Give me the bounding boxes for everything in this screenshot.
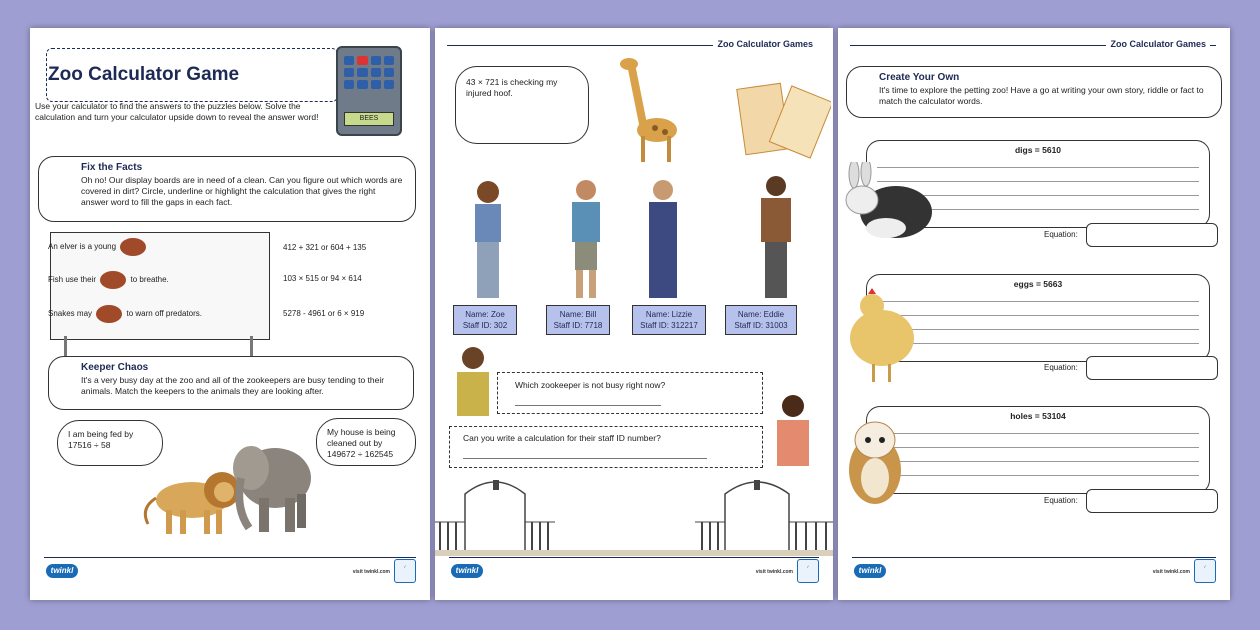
writing-box-holes[interactable]: [866, 406, 1210, 494]
rabbit-image: [840, 162, 934, 242]
create-body: It's time to explore the petting zoo! Have a go at writing your own story, riddle or fact to match the calculator words.: [879, 85, 1204, 106]
keeper-staff-id: Staff ID: 312217: [640, 321, 698, 330]
answer-line-1[interactable]: [515, 405, 661, 406]
worksheet-page-3: [838, 28, 1230, 600]
keeper-staff-id: Staff ID: 7718: [553, 321, 603, 330]
dirt-splat-icon: [96, 305, 122, 323]
fact-text-end: to warn off predators.: [126, 309, 202, 319]
twinkl-logo[interactable]: twinkl: [46, 564, 78, 578]
quality-badge-icon: ✓: [394, 559, 416, 583]
lion-speech-bubble: I am being fed by 17516 ÷ 58: [57, 420, 163, 466]
fact-text-end: to breathe.: [130, 275, 169, 285]
create-title: Create Your Own: [879, 72, 960, 83]
giraffe-image: [615, 54, 685, 164]
giraffe-speech-bubble: 43 × 721 is checking my injured hoof.: [455, 66, 589, 144]
fix-facts-box: [38, 156, 416, 222]
keeper-eddie-image: [753, 174, 799, 306]
fact-row: [48, 305, 202, 323]
footer-divider: [852, 557, 1216, 558]
fact-row: [48, 238, 148, 256]
equation-label: Equation:: [1044, 230, 1078, 239]
visit-link[interactable]: visit twinkl.com: [352, 569, 390, 575]
word-title: digs = 5610: [1014, 145, 1062, 155]
equation-label: Equation:: [1044, 363, 1078, 372]
twinkl-logo[interactable]: twinkl: [451, 564, 483, 578]
tickets-image: [731, 80, 831, 160]
calculator-display: BEES: [344, 112, 394, 126]
hen-image: [842, 284, 922, 384]
keeper-name: Name: Zoe: [465, 310, 505, 319]
calculator-image: [336, 46, 402, 136]
thinking-boy-image: [451, 344, 499, 418]
worksheet-page-2: [435, 28, 833, 600]
board-leg: [64, 336, 67, 358]
footer-divider: [44, 557, 416, 558]
word-title: holes = 53104: [1010, 411, 1066, 421]
keeper-name: Name: Lizzie: [645, 310, 693, 319]
keeper-staff-id: Staff ID: 302: [462, 321, 508, 330]
worksheet-page-1: [30, 28, 430, 600]
question-1-text: Which zookeeper is not busy right now?: [515, 380, 666, 390]
create-your-own-box: [846, 66, 1222, 118]
equation-label: Equation:: [1044, 496, 1078, 505]
keeper-chaos-box: [48, 356, 414, 410]
thinking-girl-image: [771, 392, 817, 468]
keeper-staff-id: Staff ID: 31003: [734, 321, 788, 330]
keeper-bill-image: [563, 178, 609, 306]
keeper-name: Name: Eddie: [737, 310, 785, 319]
keeper-name-tag: [546, 305, 610, 335]
keeper-chaos-title: Keeper Chaos: [81, 362, 149, 373]
keeper-name: Name: Bill: [559, 310, 597, 319]
fact-row: [48, 271, 169, 289]
header-title: Zoo Calculator Games: [713, 39, 817, 49]
visit-link[interactable]: visit twinkl.com: [755, 569, 793, 575]
header-title: Zoo Calculator Games: [1106, 39, 1210, 49]
keeper-zoe-image: [465, 178, 511, 306]
fact-text: An elver is a young: [48, 242, 117, 252]
calc-option[interactable]: 412 + 321 or 604 + 135: [283, 243, 367, 252]
question-2-text: Can you write a calculation for their staff ID number?: [463, 433, 661, 443]
intro-text: Use your calculator to find the answers to the puzzles below. Solve the calculation and turn your calculator upside down to reveal the answer word!: [35, 101, 319, 122]
keeper-chaos-body: It's a very busy day at the zoo and all of the zookeepers are busy tending to their animals. Match the keepers to the animals they are looking after.: [81, 375, 385, 396]
twinkl-logo[interactable]: twinkl: [854, 564, 886, 578]
dirt-splat-icon: [100, 271, 126, 289]
owl-image: [842, 414, 908, 508]
keeper-name-tag: [632, 305, 706, 335]
fix-facts-body: Oh no! Our display boards are in need of a clean. Can you figure out which words are covered in dirt? Circle, underline or highlight the calculation that gives the right answer word to fill the gaps in each fact.: [81, 175, 403, 207]
page-title: Zoo Calculator Game: [48, 64, 240, 85]
footer-divider: [449, 557, 819, 558]
fact-text: Snakes may: [48, 309, 93, 319]
keeper-name-tag: [725, 305, 797, 335]
visit-link[interactable]: visit twinkl.com: [1152, 569, 1190, 575]
keeper-lizzie-image: [640, 178, 686, 306]
question-box-1: [497, 372, 763, 414]
elephant-image: [225, 428, 315, 538]
quality-badge-icon: ✓: [797, 559, 819, 583]
equation-input[interactable]: [1086, 356, 1218, 380]
fix-facts-title: Fix the Facts: [81, 162, 143, 173]
elephant-speech-bubble: My house is being cleaned out by 149672 ÷ 162545: [316, 418, 416, 466]
quality-badge-icon: ✓: [1194, 559, 1216, 583]
keeper-name-tag: [453, 305, 517, 335]
equation-input[interactable]: [1086, 223, 1218, 247]
word-title: eggs = 5663: [1013, 279, 1063, 289]
zoo-gates-image: [435, 474, 833, 556]
calc-option[interactable]: 103 × 515 or 94 × 614: [283, 274, 362, 283]
equation-input[interactable]: [1086, 489, 1218, 513]
fact-text: Fish use their: [48, 275, 97, 285]
calc-option[interactable]: 5278 - 4961 or 6 × 919: [283, 309, 365, 318]
dirt-splat-icon: [120, 238, 146, 256]
answer-line-2[interactable]: [463, 458, 707, 459]
board-leg: [250, 336, 253, 358]
lion-image: [130, 458, 240, 538]
